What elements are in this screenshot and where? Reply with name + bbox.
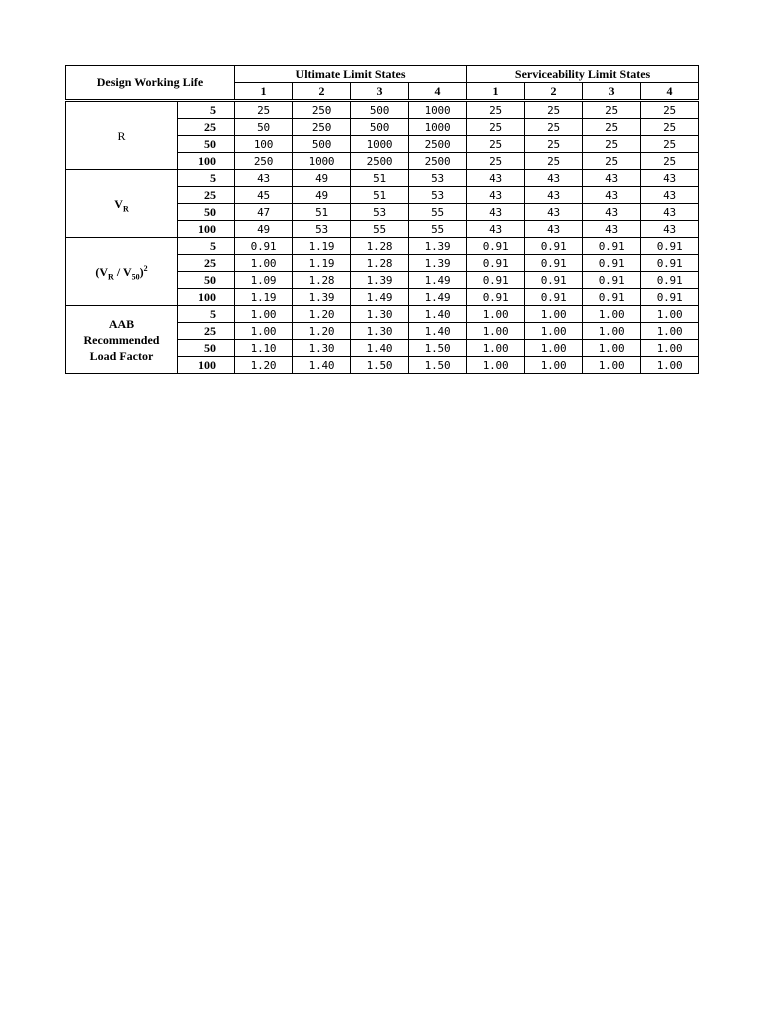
value-cell: 1000 (409, 119, 467, 136)
value-cell: 25 (525, 136, 583, 153)
life-cell: 100 (178, 289, 235, 306)
value-cell: 1.00 (641, 340, 699, 357)
load-factor-table (65, 65, 699, 374)
value-cell: 1.00 (583, 323, 641, 340)
life-cell: 25 (178, 187, 235, 204)
value-cell: 43 (467, 204, 525, 221)
value-cell: 1.09 (235, 272, 293, 289)
value-cell: 43 (641, 204, 699, 221)
life-cell: 50 (178, 136, 235, 153)
value-cell: 0.91 (583, 238, 641, 255)
sls-col-1: 1 (467, 83, 525, 101)
value-cell: 25 (235, 101, 293, 119)
value-cell: 49 (235, 221, 293, 238)
value-cell: 51 (293, 204, 351, 221)
design-working-life-header: Design Working Life (66, 66, 235, 101)
group-label-text: ) (139, 264, 144, 279)
value-cell: 1.00 (583, 306, 641, 323)
uls-col-4: 4 (409, 83, 467, 101)
value-cell: 0.91 (583, 289, 641, 306)
value-cell: 1.00 (525, 357, 583, 374)
value-cell: 0.91 (467, 272, 525, 289)
value-cell: 0.91 (641, 289, 699, 306)
value-cell: 1.10 (235, 340, 293, 357)
value-cell: 1.28 (293, 272, 351, 289)
value-cell: 1.19 (235, 289, 293, 306)
life-cell: 5 (178, 306, 235, 323)
value-cell: 1.39 (409, 255, 467, 272)
value-cell: 0.91 (525, 255, 583, 272)
life-cell: 50 (178, 272, 235, 289)
value-cell: 53 (409, 187, 467, 204)
group-label-line: Load Factor (89, 348, 154, 363)
value-cell: 500 (293, 136, 351, 153)
value-cell: 1.28 (351, 255, 409, 272)
life-cell: 50 (178, 204, 235, 221)
value-cell: 1000 (409, 101, 467, 119)
value-cell: 25 (583, 101, 641, 119)
value-cell: 1.40 (409, 306, 467, 323)
value-cell: 0.91 (583, 255, 641, 272)
value-cell: 1.28 (351, 238, 409, 255)
value-cell: 1.40 (351, 340, 409, 357)
value-cell: 25 (525, 119, 583, 136)
value-cell: 1.20 (235, 357, 293, 374)
value-cell: 1.00 (235, 255, 293, 272)
value-cell: 1.50 (351, 357, 409, 374)
table-body (66, 101, 699, 374)
value-cell: 1.00 (467, 323, 525, 340)
serviceability-limit-states-header: Serviceability Limit States (467, 66, 699, 83)
value-cell: 51 (351, 170, 409, 187)
life-cell: 5 (178, 101, 235, 119)
value-cell: 1.00 (641, 357, 699, 374)
value-cell: 53 (293, 221, 351, 238)
table-row (66, 306, 699, 323)
value-cell: 250 (293, 101, 351, 119)
value-cell: 0.91 (641, 238, 699, 255)
value-cell: 43 (467, 221, 525, 238)
value-cell: 1.00 (467, 340, 525, 357)
value-cell: 1.00 (467, 357, 525, 374)
value-cell: 1.49 (409, 289, 467, 306)
value-cell: 0.91 (641, 255, 699, 272)
value-cell: 1.39 (293, 289, 351, 306)
group-label-text: / V (113, 264, 132, 279)
value-cell: 1.00 (583, 357, 641, 374)
table-row (66, 170, 699, 187)
group-label-r: R (66, 101, 178, 170)
life-cell: 100 (178, 357, 235, 374)
life-cell: 5 (178, 238, 235, 255)
value-cell: 43 (583, 204, 641, 221)
value-cell: 49 (293, 170, 351, 187)
value-cell: 25 (467, 136, 525, 153)
group-label-vr-v50-squared (66, 238, 178, 306)
value-cell: 43 (525, 187, 583, 204)
value-cell: 25 (641, 153, 699, 170)
value-cell: 43 (641, 187, 699, 204)
value-cell: 43 (641, 221, 699, 238)
group-label-line: Recommended (83, 332, 160, 347)
value-cell: 1.00 (525, 323, 583, 340)
value-cell: 43 (467, 170, 525, 187)
table-header (66, 66, 699, 101)
value-cell: 250 (235, 153, 293, 170)
value-cell: 2500 (351, 153, 409, 170)
value-cell: 43 (467, 187, 525, 204)
value-cell: 43 (583, 221, 641, 238)
life-cell: 25 (178, 255, 235, 272)
value-cell: 1.20 (293, 323, 351, 340)
sls-col-4: 4 (641, 83, 699, 101)
value-cell: 100 (235, 136, 293, 153)
value-cell: 43 (525, 170, 583, 187)
value-cell: 1.00 (235, 306, 293, 323)
value-cell: 0.91 (525, 289, 583, 306)
value-cell: 0.91 (467, 255, 525, 272)
document-table-container (65, 65, 698, 374)
value-cell: 51 (351, 187, 409, 204)
value-cell: 25 (467, 119, 525, 136)
value-cell: 25 (641, 101, 699, 119)
life-cell: 100 (178, 221, 235, 238)
value-cell: 1.30 (293, 340, 351, 357)
value-cell: 45 (235, 187, 293, 204)
life-cell: 5 (178, 170, 235, 187)
value-cell: 1.19 (293, 255, 351, 272)
value-cell: 1.00 (641, 323, 699, 340)
value-cell: 0.91 (467, 238, 525, 255)
value-cell: 1.40 (409, 323, 467, 340)
value-cell: 1000 (351, 136, 409, 153)
group-label-subscript: 50 (131, 271, 140, 281)
value-cell: 1.30 (351, 306, 409, 323)
life-cell: 100 (178, 153, 235, 170)
value-cell: 0.91 (583, 272, 641, 289)
value-cell: 1.19 (293, 238, 351, 255)
value-cell: 43 (235, 170, 293, 187)
value-cell: 2500 (409, 136, 467, 153)
value-cell: 1.00 (467, 306, 525, 323)
value-cell: 55 (351, 221, 409, 238)
value-cell: 1.00 (583, 340, 641, 357)
value-cell: 53 (351, 204, 409, 221)
value-cell: 1.50 (409, 340, 467, 357)
value-cell: 1.00 (525, 306, 583, 323)
uls-col-1: 1 (235, 83, 293, 101)
value-cell: 1000 (293, 153, 351, 170)
value-cell: 1.39 (409, 238, 467, 255)
value-cell: 43 (583, 170, 641, 187)
value-cell: 25 (467, 101, 525, 119)
life-cell: 50 (178, 340, 235, 357)
value-cell: 25 (583, 119, 641, 136)
value-cell: 500 (351, 119, 409, 136)
sls-col-2: 2 (525, 83, 583, 101)
value-cell: 1.49 (351, 289, 409, 306)
value-cell: 1.00 (641, 306, 699, 323)
value-cell: 25 (525, 153, 583, 170)
value-cell: 55 (409, 221, 467, 238)
value-cell: 25 (583, 153, 641, 170)
ultimate-limit-states-header: Ultimate Limit States (235, 66, 467, 83)
value-cell: 1.40 (293, 357, 351, 374)
life-cell: 25 (178, 119, 235, 136)
table-row (66, 238, 699, 255)
value-cell: 43 (641, 170, 699, 187)
value-cell: 25 (525, 101, 583, 119)
value-cell: 25 (583, 136, 641, 153)
group-label-vr (66, 170, 178, 238)
value-cell: 25 (641, 119, 699, 136)
value-cell: 0.91 (525, 238, 583, 255)
value-cell: 43 (525, 221, 583, 238)
value-cell: 250 (293, 119, 351, 136)
value-cell: 500 (351, 101, 409, 119)
value-cell: 1.00 (525, 340, 583, 357)
life-cell: 25 (178, 323, 235, 340)
value-cell: 25 (467, 153, 525, 170)
value-cell: 1.49 (409, 272, 467, 289)
value-cell: 1.39 (351, 272, 409, 289)
value-cell: 0.91 (235, 238, 293, 255)
value-cell: 55 (409, 204, 467, 221)
value-cell: 43 (525, 204, 583, 221)
value-cell: 43 (583, 187, 641, 204)
group-label-superscript: 2 (143, 263, 148, 273)
value-cell: 2500 (409, 153, 467, 170)
value-cell: 0.91 (641, 272, 699, 289)
uls-col-3: 3 (351, 83, 409, 101)
value-cell: 50 (235, 119, 293, 136)
value-cell: 0.91 (467, 289, 525, 306)
group-label-text: (V (95, 264, 109, 279)
value-cell: 25 (641, 136, 699, 153)
value-cell: 1.30 (351, 323, 409, 340)
table-row (66, 101, 699, 119)
group-label-subscript: R (108, 271, 114, 281)
value-cell: 1.50 (409, 357, 467, 374)
value-cell: 47 (235, 204, 293, 221)
group-label-aab-load-factor (66, 306, 178, 374)
sls-col-3: 3 (583, 83, 641, 101)
value-cell: 1.20 (293, 306, 351, 323)
value-cell: 49 (293, 187, 351, 204)
value-cell: 0.91 (525, 272, 583, 289)
value-cell: 1.00 (235, 323, 293, 340)
group-label-line: AAB (108, 316, 135, 331)
value-cell: 53 (409, 170, 467, 187)
group-label-text: V (114, 196, 123, 211)
group-label-subscript: R (122, 203, 129, 213)
uls-col-2: 2 (293, 83, 351, 101)
